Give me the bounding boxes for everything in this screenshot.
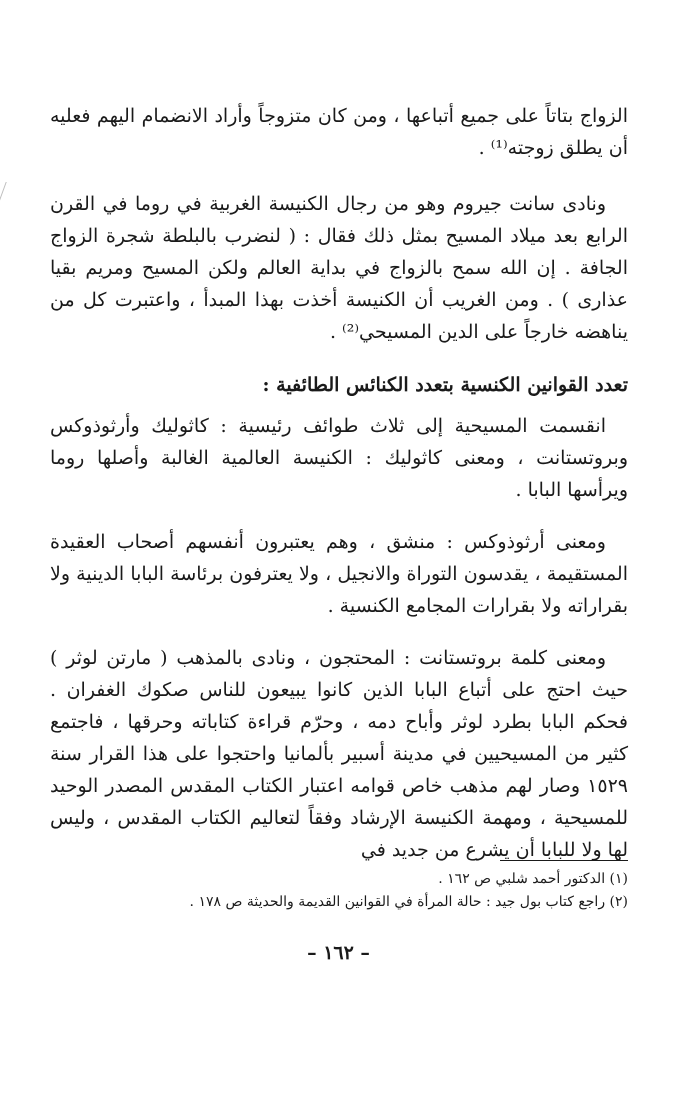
- footnote-divider: [501, 860, 629, 861]
- footnotes: [51, 868, 629, 914]
- page-number: – ١٦٢ –: [308, 942, 371, 964]
- footnote-1: (١) الدكتور أحمد شلبي ص ١٦٢ .: [439, 871, 629, 887]
- paragraph-2: ونادى سانت جيروم وهو من رجال الكنيسة الغربية في روما في القرن الرابع بعد ميلاد المسيح بمثل ذلك فقال : ( لنضرب بالبلطة شجرة الزواج الجافة . إن الله سمح بالزواج في بداية العالم ولكن المسيح ومريم بقيا عذارى ) . ومن الغريب أن الكنيسة أخذت بهذا المبدأ ، واعتبرت كل من يناهضه خارجاً على الدين المسيحي⁽²⁾ .: [51, 193, 629, 343]
- paragraph-1: الزواج بتاتاً على جميع أتباعها ، ومن كان متزوجاً وأراد الانضمام اليهم فعليه أن يطلق زوجته⁽¹⁾ .: [51, 105, 629, 159]
- footnote-2: (٢) راجع كتاب بول جيد : حالة المرأة في القوانين القديمة والحديثة ص ١٧٨ .: [190, 894, 629, 910]
- page-edge-mark: [0, 182, 20, 208]
- section-heading: تعدد القوانين الكنسية بتعدد الكنائس الطائفية :: [263, 374, 629, 396]
- paragraph-5: ومعنى كلمة بروتستانت : المحتجون ، ونادى بالمذهب ( مارتن لوثر ) حيث احتج على أتباع البابا الذين كانوا يبيعون للناس صكوك الغفران . فحكم البابا بطرد لوثر وأباح دمه ، وحرّم قراءة كتاباته وحرقها ، فاجتمع كثير من المسيحيين في مدينة أسبير بألمانيا واحتجوا على هذا القرار سنة ١٥٢٩ وصار لهم مذهب خاص قوامه اعتبار الكتاب المقدس المصدر الوحيد للمسيحية ، ومهمة الكنيسة الإرشاد وفقاً لتعاليم الكتاب المقدس ، وليس لها ولا للبابا أن يشرع من جديد في: [51, 647, 629, 861]
- body-text-bottom: [51, 410, 629, 866]
- body-text-top: [51, 100, 629, 348]
- paragraph-3: انقسمت المسيحية إلى ثلاث طوائف رئيسية : كاثوليك وأرثوذوكس وبروتستانت ، ومعنى كاثوليك : الكنيسة العالمية الغالبة وأصلها روما ويرأسها البابا .: [51, 415, 629, 501]
- paragraph-4: ومعنى أرثوذوكس : منشق ، وهم يعتبرون أنفسهم أصحاب العقيدة المستقيمة ، يقدسون التوراة والانجيل ، ولا يعترفون برئاسة البابا الدينية ولا بقراراته ولا بقرارات المجامع الكنسية .: [51, 531, 629, 617]
